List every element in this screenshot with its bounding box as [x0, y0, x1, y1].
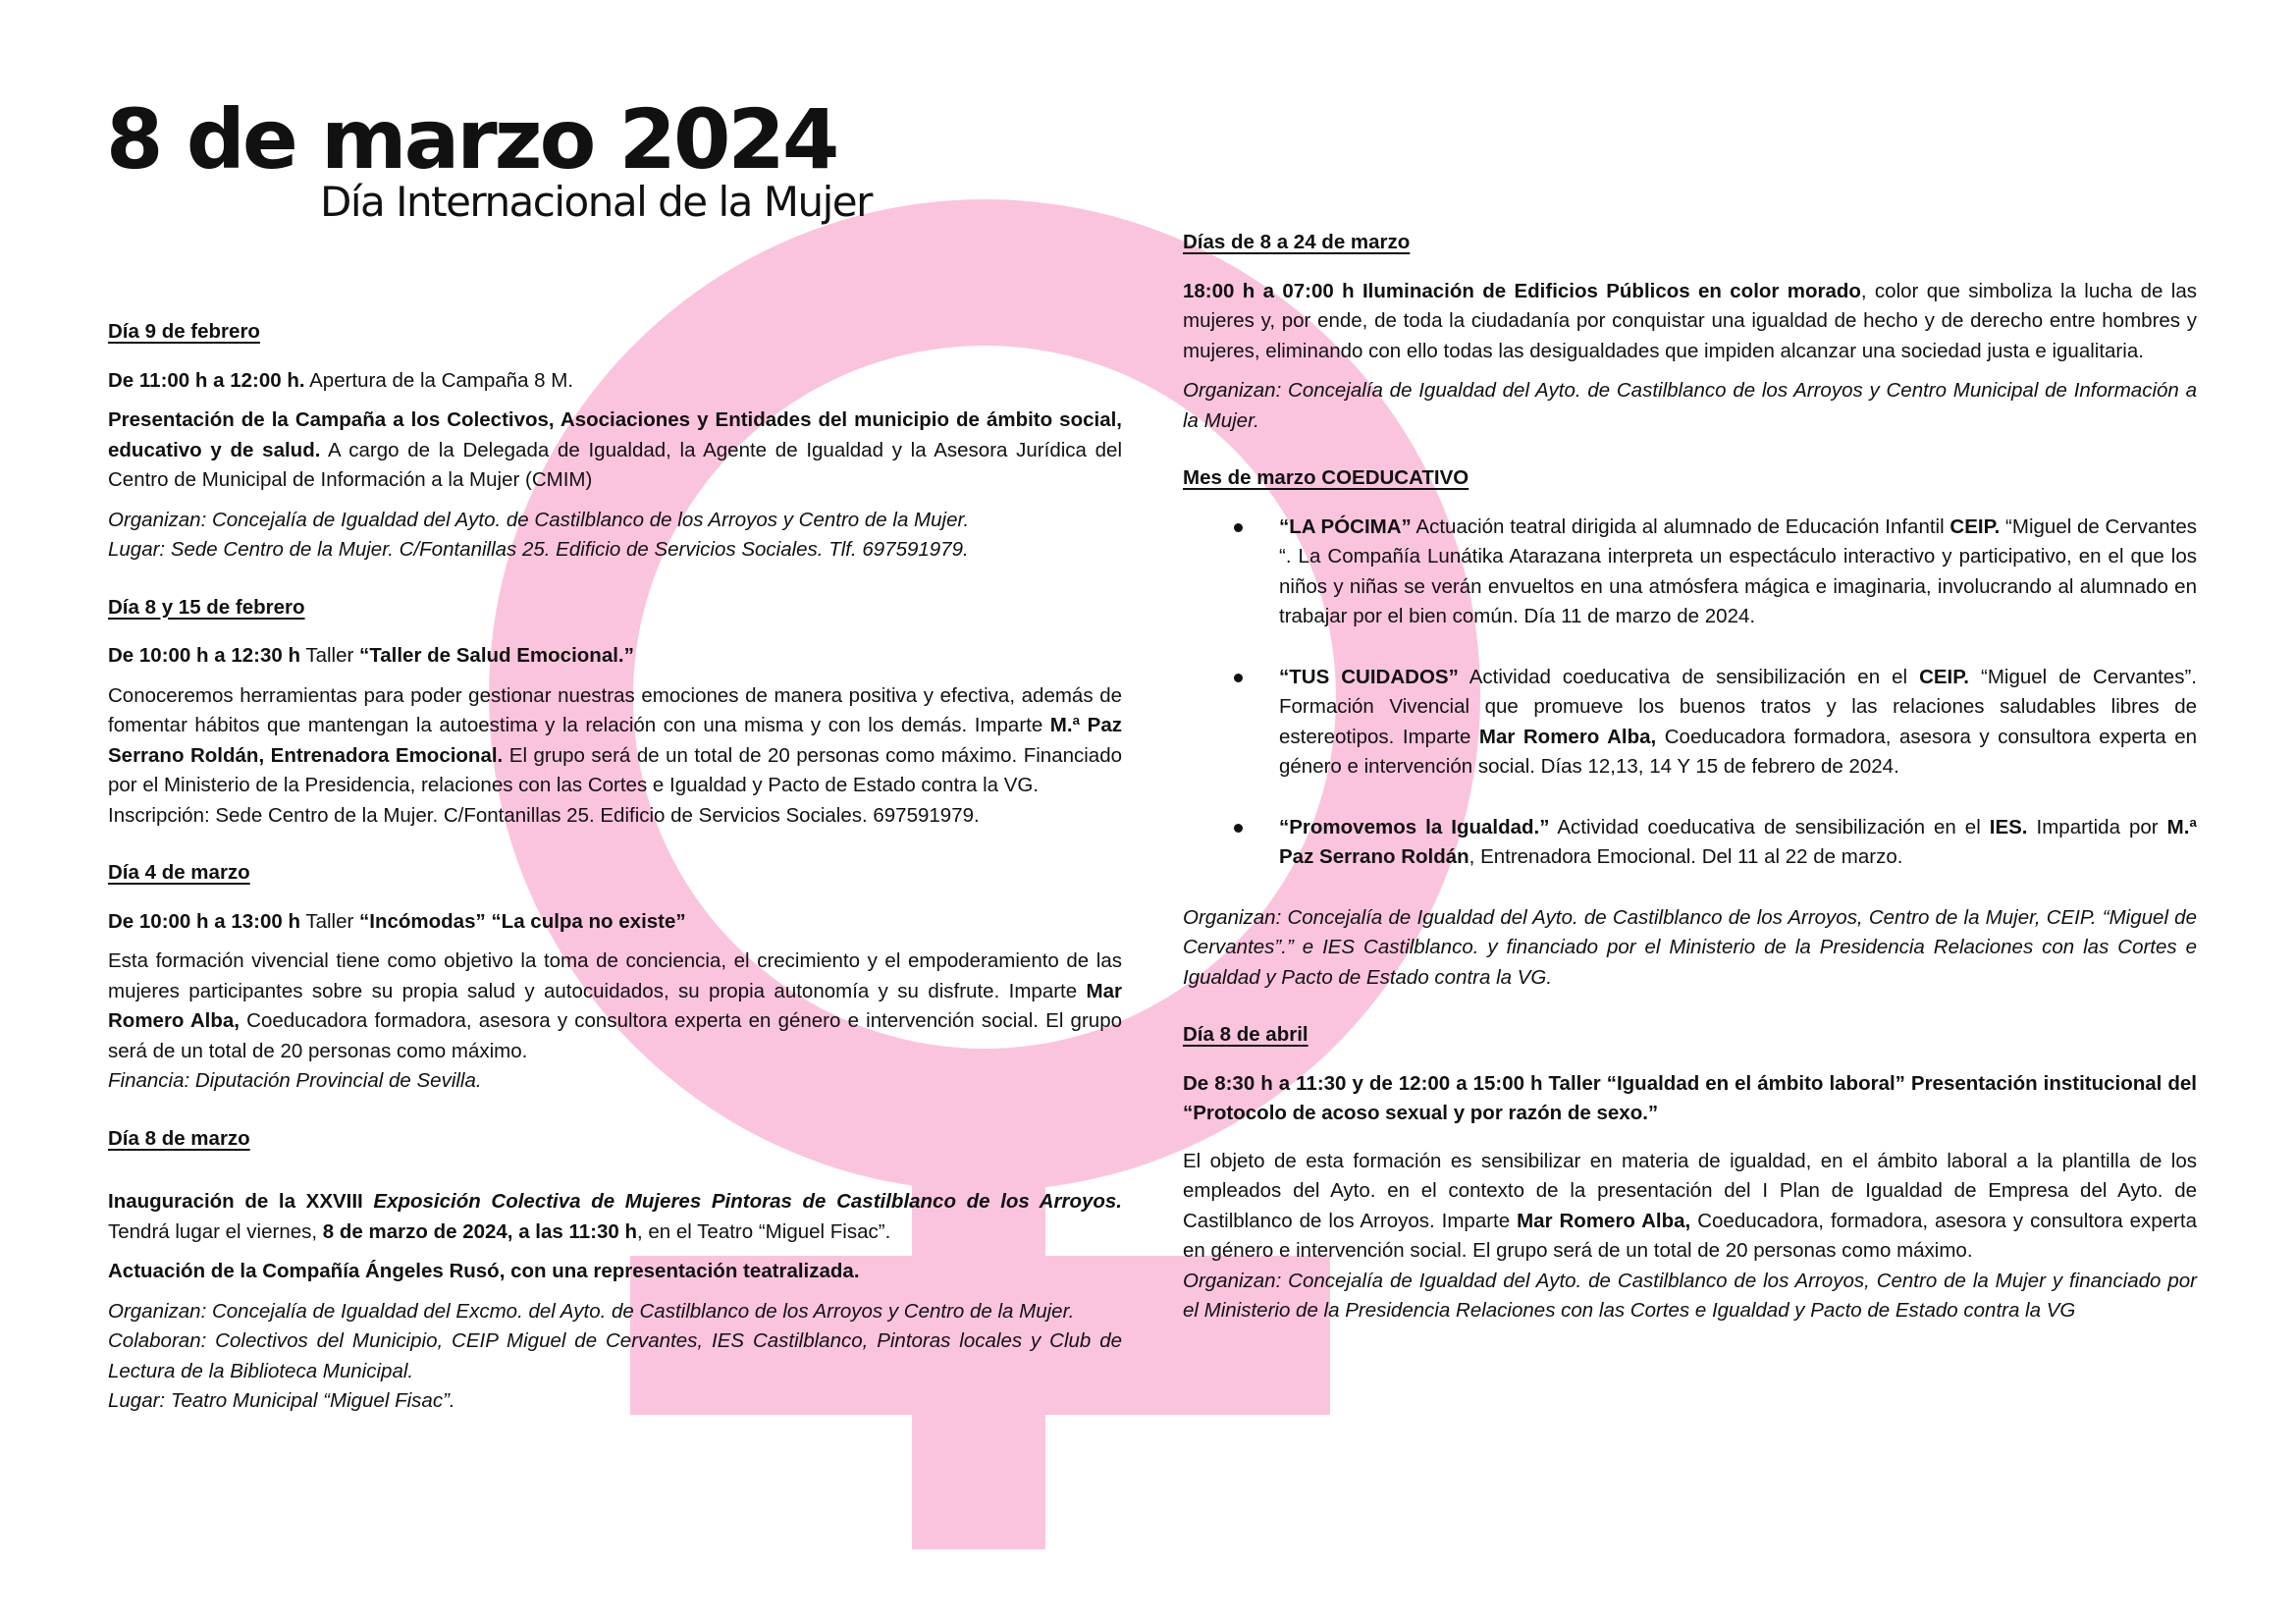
collaborators-text: Colaboran: Colectivos del Municipio, CEIP Miguel de Cervantes, IES Castilblanco, Pintoras locales y Club de Lectura de la Biblioteca Municipal. — [108, 1329, 1122, 1382]
event-paragraph — [1183, 277, 2197, 367]
activity-description: Coeducadora formadora, asesora y consultora experta en género e intervención social. Días 12,13, 14 Y 15 de febrero de 2024. — [1279, 725, 2197, 778]
section-heading: Días de 8 a 24 de marzo — [1183, 231, 1411, 253]
bullet-icon — [1234, 674, 1243, 682]
organizers-text: Organizan: Concejalía de Igualdad del Excmo. del Ayto. de Castilblanco de los Arroyos y Centro de la Mujer. — [108, 1299, 1075, 1323]
instructor-name: M.ª Paz Serrano Roldán — [1279, 815, 2198, 868]
event-paragraph — [108, 681, 1122, 832]
event-description: , color que simboliza la lucha de las mujeres y, por ende, de toda la ciudadanía por conquistar una igualdad de hecho y de derecho entre hombres y mujeres, eliminando con ello todas las desigualdades que impiden alcanzar una sociedad justa e igualitaria. — [1183, 279, 2197, 362]
event-paragraph — [1183, 1147, 2197, 1326]
list-item — [1183, 813, 2197, 873]
event-description: A cargo de la Delegada de Igualdad, la Agente de Igualdad y la Asesora Jurídica del Centro de Municipal de Información a la Mujer (CMIM) — [108, 438, 1122, 491]
event-paragraph — [108, 406, 1122, 496]
section-heading: Día 8 y 15 de febrero — [108, 595, 305, 619]
event-organizers — [108, 506, 1122, 566]
event-description: Conoceremos herramientas para poder gestionar nuestras emociones de manera positiva y efectiva, además de fomentar hábitos que mantengan la autoestima y la relación con una misma y con los demás. Imparte — [108, 683, 1122, 736]
event-time-line — [108, 907, 1122, 938]
bullet-icon — [1234, 824, 1243, 833]
event-section-8-24-marzo — [1183, 228, 2197, 436]
event-type: Taller — [300, 644, 360, 667]
event-description: Apertura de la Campaña 8 M. — [304, 368, 574, 392]
activity-description: Impartida por — [2027, 815, 2167, 839]
event-time-line — [108, 366, 1122, 397]
activity-list — [1183, 513, 2197, 873]
event-time: De 10:00 h a 13:00 h — [108, 909, 300, 933]
school-name: IES. — [1989, 815, 2028, 839]
section-heading: Día 4 de marzo — [108, 861, 250, 884]
activity-description: Actividad coeducativa de sensibilización en el — [1549, 815, 1990, 839]
activity-description: Actividad coeducativa de sensibilización en el — [1458, 665, 1920, 688]
instructor-name: Mar Romero Alba, — [1478, 725, 1657, 748]
section-heading: Día 8 de abril — [1183, 1023, 1308, 1046]
event-date: 8 de marzo de 2024, a las 11:30 h — [322, 1219, 638, 1243]
activity-description: “Miguel de Cervantes”. Formación Vivencial que promueve los buenos tratos y las relaciones saludables libres de estereotipos. Imparte — [1279, 665, 2197, 748]
activity-description: , Entrenadora Emocional. Del 11 al 22 de marzo. — [1468, 845, 1903, 868]
event-organizers: Organizan: Concejalía de Igualdad del Ayto. de Castilblanco de los Arroyos, Centro de la Mujer, CEIP. “Miguel de Cervantes”.” e IES Castilblanco. y financiado por el Ministerio de la Presidencia Relaciones con las Cortes e Igualdad y Pacto de Estado contra la VG. — [1183, 905, 2197, 989]
activity-title: “TUS CUIDADOS” — [1279, 665, 1459, 688]
bullet-icon — [1234, 523, 1243, 532]
activity-description: Actuación teatral dirigida al alumnado de Educación Infantil — [1411, 514, 1950, 538]
event-organizers: Organizan: Concejalía de Igualdad del Ayto. de Castilblanco de los Arroyos y Centro Municipal de Información a la Mujer. — [1183, 379, 2197, 432]
event-section-8-abril — [1183, 1020, 2197, 1326]
exhibition-title: Exposición Colectiva de Mujeres Pintoras de Castilblanco de los Arroyos. — [373, 1190, 1122, 1213]
page-subtitle: Día Internacional de la Mujer — [320, 178, 872, 226]
event-title: Presentación de la Campaña a los Colectivos, Asociaciones y Entidades del municipio de ámbito social, educativo y de salud. — [108, 408, 1122, 461]
event-type: Taller — [300, 909, 360, 933]
event-time-line — [108, 641, 1122, 672]
event-section-8-marzo — [108, 1124, 1122, 1417]
school-name: CEIP. — [1949, 514, 2001, 538]
page-title: 8 de marzo 2024 — [106, 91, 837, 188]
registration-text: Inscripción: Sede Centro de la Mujer. C/Fontanillas 25. Edificio de Servicios Sociales. 697591979. — [108, 803, 980, 827]
event-description: Esta formación vivencial tiene como objetivo la toma de conciencia, el crecimiento y el empoderamiento de las mujeres participantes sobre su propia salud y autocuidados, su propia autonomía y su disfrute. Imparte — [108, 949, 1122, 1002]
event-description: El objeto de esta formación es sensibilizar en materia de igualdad, en el ámbito laboral a la plantilla de los empleados del Ayto. en el contexto de la presentación del I Plan de Igualdad de Empresa del Ayto. de Castilblanco de los Arroyos. Imparte — [1183, 1149, 2197, 1232]
event-section-8-15-febrero — [108, 593, 1122, 832]
event-description: Coeducadora, formadora, asesora y consultora experta en género e intervención social. El grupo será de un total de 20 personas como máximo. — [1183, 1209, 2197, 1262]
event-organizers — [108, 1297, 1122, 1417]
right-column — [1183, 228, 2197, 1336]
activity-description: “Miguel de Cervantes “. La Compañía Lunátika Atarazana interpreta un espectáculo interactivo y participativo, en el que los niños y niñas se verán envueltos en una atmósfera mágica e imaginaria, involucrando al alumnado en trabajar por el bien común. Día 11 de marzo de 2024. — [1279, 514, 2197, 627]
event-title: De 8:30 h a 11:30 y de 12:00 a 15:00 h Taller “Igualdad en el ámbito laboral” Presentación institucional del “Protocolo de acoso sexual y por razón de sexo.” — [1183, 1071, 2197, 1124]
instructor-name: Mar Romero Alba, — [108, 979, 1122, 1032]
organizers-text: Organizan: Concejalía de Igualdad del Ayto. de Castilblanco de los Arroyos y Centro de la Mujer. — [108, 508, 970, 531]
workshop-title: “Taller de Salud Emocional.” — [359, 644, 634, 667]
event-section-9-febrero — [108, 317, 1122, 566]
event-description: El grupo será de un total de 20 personas como máximo. Financiado por el Ministerio de la Presidencia, relaciones con las Cortes e Igualdad y Pacto de Estado contra la VG. — [108, 743, 1122, 796]
event-description: Coeducadora formadora, asesora y consultora experta en género e intervención social. El grupo será de un total de 20 personas como máximo. — [108, 1009, 1122, 1062]
event-paragraph — [108, 947, 1122, 1097]
list-item — [1183, 663, 2197, 783]
section-heading: Día 9 de febrero — [108, 320, 260, 343]
performance-title: Actuación de la Compañía Ángeles Rusó, con una representación teatralizada. — [108, 1260, 860, 1282]
funding-text: Financia: Diputación Provincial de Sevilla. — [108, 1069, 482, 1092]
event-section-coeducativo — [1183, 463, 2197, 993]
section-heading: Mes de marzo COEDUCATIVO — [1183, 466, 1469, 489]
workshop-title: “Incómodas” “La culpa no existe” — [359, 909, 686, 933]
event-description: Tendrá lugar el viernes, — [108, 1219, 323, 1243]
event-title: Inauguración de la XXVIII — [108, 1190, 374, 1213]
instructor-name: Mar Romero Alba, — [1517, 1209, 1691, 1232]
location-text: Lugar: Sede Centro de la Mujer. C/Fontanillas 25. Edificio de Servicios Sociales. Tlf. 697591979. — [108, 538, 969, 561]
activity-title: “Promovemos la Igualdad.” — [1279, 815, 1550, 839]
school-name: CEIP. — [1919, 665, 1969, 688]
event-paragraph — [108, 1187, 1122, 1247]
activity-title: “LA PÓCIMA” — [1279, 514, 1412, 538]
left-column — [108, 317, 1122, 1427]
event-description: , en el Teatro “Miguel Fisac”. — [637, 1219, 891, 1243]
event-time: De 10:00 h a 12:30 h — [108, 644, 300, 667]
organizers-text: Organizan: Concejalía de Igualdad del Ayto. de Castilblanco de los Arroyos, Centro de la Mujer y financiado por el Ministerio de la Presidencia Relaciones con las Cortes e Igualdad y Pacto de Estado contra la VG — [1183, 1269, 2197, 1322]
section-heading: Día 8 de marzo — [108, 1126, 250, 1150]
location-text: Lugar: Teatro Municipal “Miguel Fisac”. — [108, 1389, 455, 1412]
instructor-name: M.ª Paz Serrano Roldán, Entrenadora Emocional. — [108, 714, 1122, 767]
event-time: De 11:00 h a 12:00 h. — [108, 368, 305, 392]
event-title: 18:00 h a 07:00 h Iluminación de Edificios Públicos en color morado — [1183, 279, 1861, 302]
event-section-4-marzo — [108, 858, 1122, 1097]
list-item — [1183, 513, 2197, 632]
